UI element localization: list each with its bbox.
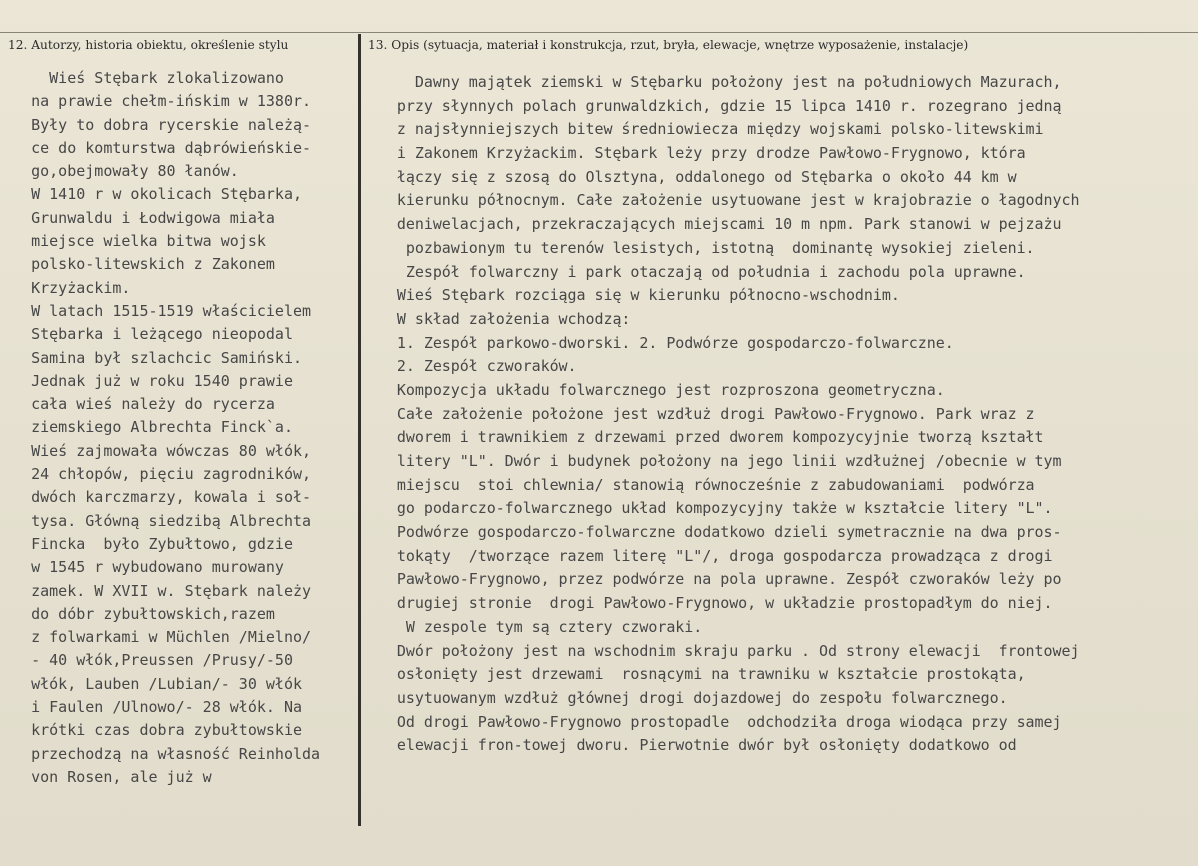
text-line: przechodzą na własność Reinholda [4,744,321,763]
text-line: elewacji fron-towej dworu. Pierwotnie dwór był osłonięty dodatkowo od [352,736,1017,755]
text-line: Dawny majątek ziemski w Stębarku położony jest na południowych Mazurach, [352,73,1062,91]
column-heading-description: 13. Opis (sytuacja, materiał i konstrukcja, rzut, bryła, elewacje, wnętrze wyposażenie, instalacje) [368,38,969,52]
text-line: tokąty /tworzące razem literę "L"/, droga gospodarcza prowadząca z drogi [352,546,1053,565]
description-text-column [352,71,1079,758]
text-line: Stębarka i leżącego nieopodal [4,325,293,344]
column-heading-authors: 12. Autorzy, historia obiektu, określenie stylu [8,38,289,52]
text-line: na prawie chełm-ińskim w 1380r. [4,92,312,111]
text-line: Od drogi Pawłowo-Frygnowo prostopadle odchodziła droga wiodąca przy samej [352,712,1062,731]
text-line: Wieś zajmowała wówczas 80 włók, [4,441,312,460]
history-text-column [4,67,320,789]
text-line: Wieś Stębark zlokalizowano [4,69,284,87]
text-line: krótki czas dobra zybułtowskie [4,721,303,740]
text-line: polsko-litewskich z Zakonem [4,255,275,274]
text-line: ziemskiego Albrechta Finck`a. [4,418,293,437]
text-line: usytuowanym wzdłuż głównej drogi dojazdowej do zespołu folwarcznego. [352,688,1008,707]
text-line: Kompozycja układu folwarcznego jest rozproszona geometryczna. [352,380,945,399]
text-line: Jednak już w roku 1540 prawie [4,371,293,390]
text-line: włók, Lauben /Lubian/- 30 włók [4,674,303,693]
text-line: 1. Zespół parkowo-dworski. 2. Podwórze gospodarczo-folwarczne. [352,333,954,352]
text-line: - 40 włók,Preussen /Prusy/-50 [4,651,293,670]
text-line: go podarczo-folwarcznego układ kompozycyjny także w kształcie litery "L". [352,499,1053,518]
text-line: i Zakonem Krzyżackim. Stębark leży przy drodze Pawłowo-Frygnowo, która [352,144,1026,163]
text-line: pozbawionym tu terenów lesistych, istotną dominantę wysokiej zieleni. [352,238,1035,257]
text-line: Podwórze gospodarczo-folwarczne dodatkowo dzieli symetracznie na dwa pros- [352,523,1062,542]
text-line: ce do komturstwa dąbrówieńskie- [4,138,312,157]
text-line: Dwór położony jest na wschodnim skraju parku . Od strony elewacji frontowej [352,641,1080,660]
text-line: kierunku północnym. Całe założenie usytuowane jest w krajobrazie o łagodnych [352,191,1080,210]
text-line: z najsłynniejszych bitew średniowiecza między wojskami polsko-litewskimi [352,120,1044,139]
text-line: drugiej stronie drogi Pawłowo-Frygnowo, w układzie prostopadłym do niej. [352,594,1053,613]
text-line: Zespół folwarczny i park otaczają od południa i zachodu pola uprawne. [352,262,1026,281]
text-line: miejscu stoi chlewnia/ stanowią równocześnie z zabudowaniami podwórza [352,475,1035,494]
text-line: Fincka było Zybułtowo, gdzie [4,534,293,553]
text-line: Pawłowo-Frygnowo, przez podwórze na pola uprawne. Zespół czworaków leży po [352,570,1062,589]
text-line: i Faulen /Ulnowo/- 28 włók. Na [4,698,303,717]
text-line: von Rosen, ale już w [4,767,212,786]
header-rule [0,32,1198,33]
text-line: z folwarkami w Müchlen /Mielno/ [4,628,312,647]
text-line: tysa. Główną siedzibą Albrechta [4,511,312,530]
text-line: do dóbr zybułtowskich,razem [4,604,275,623]
text-line: cała wieś należy do rycerza [4,395,275,414]
text-line: go,obejmowały 80 łanów. [4,162,239,181]
text-line: dworem i trawnikiem z drzewami przed dworem kompozycyjnie tworzą kształt [352,428,1044,447]
text-line: W 1410 r w okolicach Stębarka, [4,185,303,204]
text-line: Samina był szlachcic Samiński. [4,348,303,367]
text-line: miejsce wielka bitwa wojsk [4,232,266,251]
text-line: 24 chłopów, pięciu zagrodników, [4,465,312,484]
text-line: W skład założenia wchodzą: [352,309,631,328]
text-line: Wieś Stębark rozciąga się w kierunku północno-wschodnim. [352,286,900,305]
text-line: Krzyżackim. [4,278,131,297]
text-line: W zespole tym są cztery czworaki. [352,617,703,636]
text-line: Były to dobra rycerskie należą- [4,115,312,134]
text-line: litery "L". Dwór i budynek położony na jego linii wzdłużnej /obecnie w tym [352,452,1062,470]
text-line: łączy się z szosą do Olsztyna, oddalonego od Stębarka o około 44 km w [352,167,1017,186]
text-line: w 1545 r wybudowano murowany [4,558,284,577]
text-line: deniwelacjach, przekraczających miejscami 10 m npm. Park stanowi w pejzażu [352,215,1062,234]
text-line: przy słynnych polach grunwaldzkich, gdzie 15 lipca 1410 r. rozegrano jedną [352,96,1062,115]
text-line: W latach 1515-1519 właścicielem [4,301,312,320]
text-line: Grunwaldu i Łodwigowa miała [4,208,275,227]
text-line: Całe założenie położone jest wzdłuż drogi Pawłowo-Frygnowo. Park wraz z [352,404,1035,423]
text-line: osłonięty jest drzewami rosnącymi na trawniku w kształcie prostokąta, [352,665,1026,684]
text-line: dwóch karczmarzy, kowala i soł- [4,488,312,507]
text-line: zamek. W XVII w. Stębark należy [4,581,312,600]
text-line: 2. Zespół czworaków. [352,357,577,376]
